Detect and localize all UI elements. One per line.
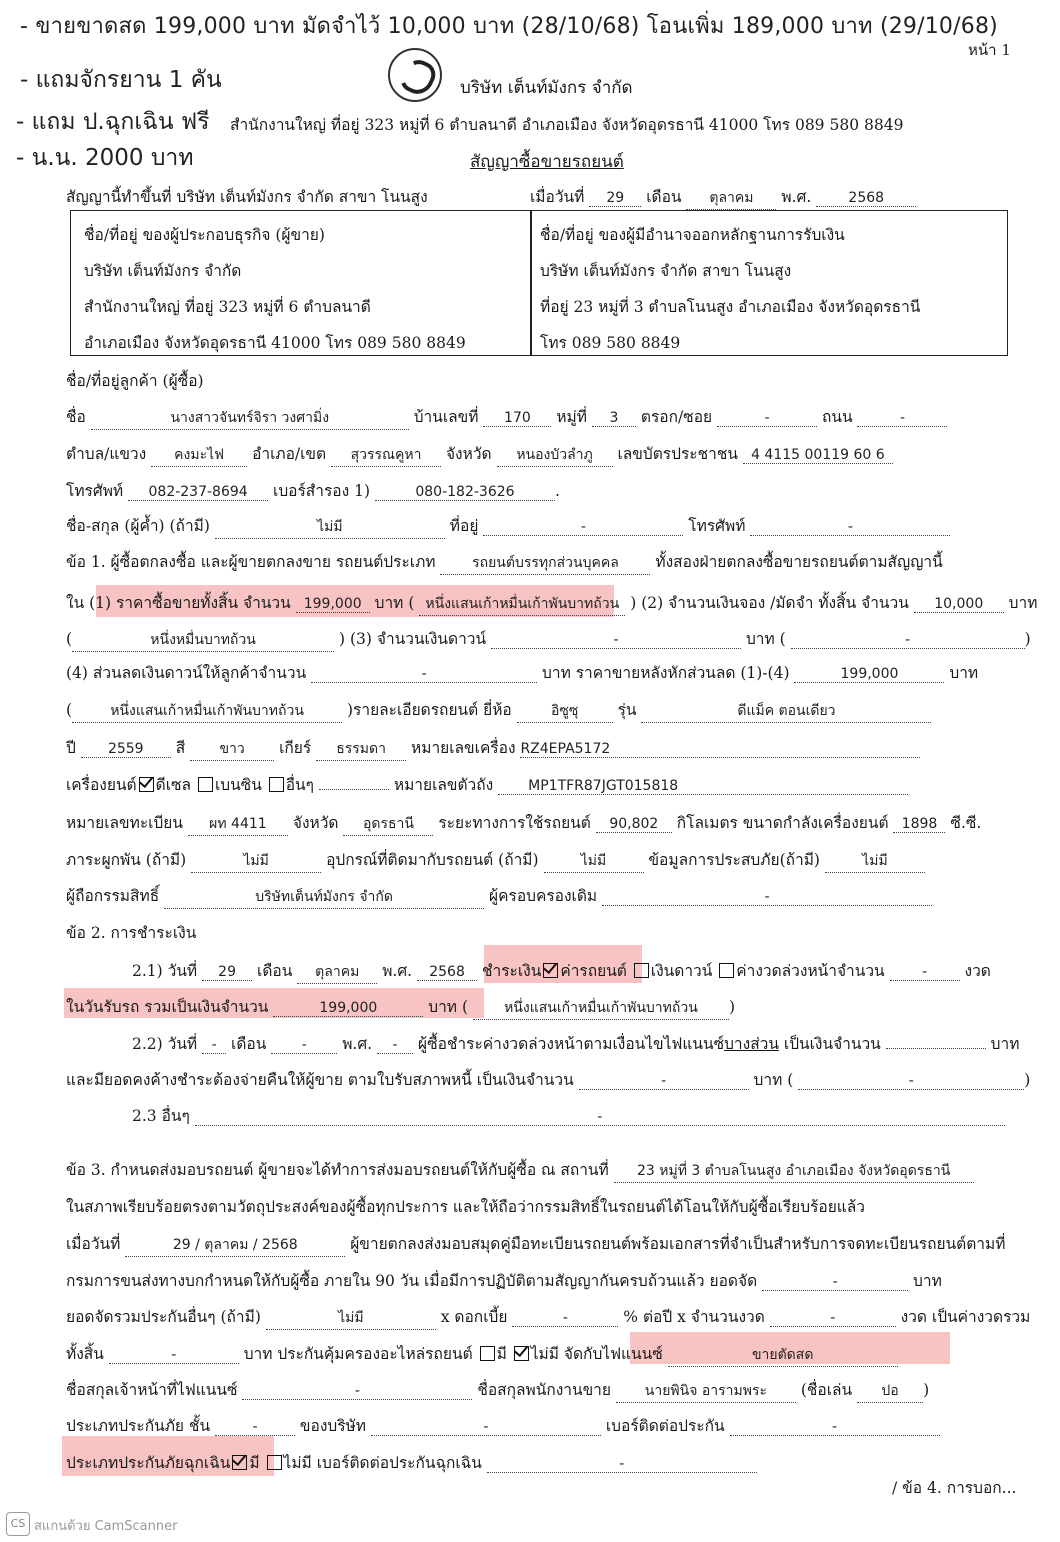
clause1-brand-row: ( หนึ่งแสนเก้าหมื่นเก้าพันบาทถ้วน )รายละเอียดรถยนต์ ยี่ห้อ อิซูซุ รุ่น ดีแม็ค ตอนเดียว (66, 697, 931, 723)
clause3-line4: กรมการขนส่งทางบกกำหนดให้กับผู้ซื้อ ภายใน 90 วัน เมื่อมีการปฏิบัติตามสัญญากันครบถ้วนแล้ว ยอดจัด - บาท (66, 1272, 942, 1290)
clause3-line9: ประเภทประกันภัยฉุกเฉิน มี ไม่มี เบอร์ติดต่อประกันฉุกเฉิน - (66, 1450, 757, 1475)
clause2-refund-row: และมียอดคงค้างชำระต้องจ่ายคืนให้ผู้ขาย ตามใบรับสภาพหนี้ เป็นเงินจำนวน - บาท ( - ) (66, 1071, 1031, 1089)
seller-left-4: อำเภอเมือง จังหวัดอุดรธานี 41000 โทร 089 580 8849 (84, 334, 466, 352)
benzine-checkbox[interactable] (198, 777, 213, 792)
diesel-checkbox[interactable] (139, 777, 154, 792)
made-at-line: สัญญานี้ทำขึ้นที่ บริษัท เต็นท์มังกร จำกัด สาขา โนนสูง (66, 188, 428, 206)
emergency-no-checkbox[interactable] (267, 1455, 282, 1470)
clause1-year-row: ปี 2559 สี ขาว เกียร์ ธรรมดา หมายเลขเครื่อง RZ4EPA5172 (66, 735, 920, 761)
seller-left-3: สำนักงานใหญ่ ที่อยู่ 323 หมู่ที่ 6 ตำบลนาดี (84, 298, 371, 316)
clause1-deposit-row: ( หนึ่งหมื่นบาทถ้วน ) (3) จำนวนเงินดาวน์ - บาท ( - ) (66, 626, 1031, 652)
parts-insurance-no-checkbox[interactable] (514, 1346, 529, 1361)
clause2-total-row: ในวันรับรถ รวมเป็นเงินจำนวน 199,000 บาท ( หนึ่งแสนเก้าหมื่นเก้าพันบาทถ้วน ) (66, 994, 735, 1020)
camscanner-logo: CS (6, 1512, 30, 1536)
camscanner-watermark: สแกนด้วย CamScanner (34, 1519, 178, 1534)
clause3-line6: ทั้งสิ้น - บาท ประกันคุ้มครองอะไหล่รถยนต์ มี ไม่มี จัดกับไฟแนนซ์ ขายตัดสด (66, 1341, 898, 1367)
company-name: บริษัท เต็นท์มังกร จำกัด (460, 78, 633, 98)
document-title: สัญญาซื้อขายรถยนต์ (470, 152, 624, 172)
clause2-3-row: 2.3 อื่นๆ - (132, 1103, 1005, 1128)
note-line-1: - ขายขาดสด 199,000 บาท มัดจำไว้ 10,000 บาท (28/10/68) โอนเพิ่ม 189,000 บาท (29/10/68) (20, 14, 998, 39)
seller-right-2: บริษัท เต็นท์มังกร จำกัด สาขา โนนสูง (540, 262, 792, 280)
company-logo (388, 48, 442, 102)
contract-date: เมื่อวันที่ 29 เดือน ตุลาคม พ.ศ. 2568 (530, 184, 916, 210)
buyer-section-title: ชื่อ/ที่อยู่ลูกค้า (ผู้ซื้อ) (66, 372, 204, 390)
box-divider (530, 211, 532, 355)
note-line-2: - แถมจักรยาน 1 คัน (20, 67, 222, 93)
other-checkbox[interactable] (269, 777, 284, 792)
clause1-discount-row: (4) ส่วนลดเงินดาวน์ให้ลูกค้าจำนวน - บาท ราคาขายหลังหักส่วนลด (1)-(4) 199,000 บาท (66, 664, 979, 682)
clause1-engine-row: เครื่องยนต์ ดีเซล เบนซิน อื่นๆ หมายเลขตัวถัง MP1TFR87JGT015818 (66, 772, 908, 797)
clause3-line5: ยอดจัดรวมประกันอื่นๆ (ถ้ามี) ไม่มี x ดอกเบี้ย - % ต่อปี x จำนวนงวด - งวด เป็นค่างวดรวม (66, 1304, 1030, 1330)
seller-left-1: ชื่อ/ที่อยู่ ของผู้ประกอบธุรกิจ (ผู้ขาย) (84, 226, 325, 244)
clause2-1-row: 2.1) วันที่ 29 เดือน ตุลาคม พ.ศ. 2568 ชำระเงิน ค่ารถยนต์ เงินดาวน์ ค่างวดล่วงหน้าจำนวน - งวด (132, 958, 991, 984)
down-payment-checkbox[interactable] (634, 963, 649, 978)
parts-insurance-yes-checkbox[interactable] (480, 1346, 495, 1361)
clause3-line1: ข้อ 3. กำหนดส่งมอบรถยนต์ ผู้ขายจะได้ทำการส่งมอบรถยนต์ให้กับผู้ซื้อ ณ สถานที่ 23 หมู่ที่ 3 ตำบลโนนสูง อำเภอเมือง จังหวัดอุดรธานี (66, 1157, 974, 1183)
buyer-phone-row: โทรศัพท์ 082-237-8694 เบอร์สำรอง 1) 080-182-3626 . (66, 482, 560, 500)
clause1-owner-row: ผู้ถือกรรมสิทธิ์ บริษัทเต็นท์มังกร จำกัด ผู้ครอบครองเดิม - (66, 883, 932, 909)
continue-note: / ข้อ 4. การบอก... (892, 1479, 1017, 1497)
clause1-price-row: ใน (1) ราคาซื้อขายทั้งสิ้น จำนวน 199,000 บาท ( หนึ่งแสนเก้าหมื่นเก้าพันบาทถ้วน ) (2) จำนวนเงินจอง /มัดจำ ทั้งสิ้น จำนวน 10,000 บาท (66, 590, 1037, 616)
clause3-line2: ในสภาพเรียบร้อยตรงตามวัตถุประสงค์ของผู้ซื้อทุกประการ และให้ถือว่ากรรมสิทธิ์ในรถยนต์ได้โอนให้กับผู้ซื้อเรียบร้อยแล้ว (66, 1198, 865, 1216)
seller-right-4: โทร 089 580 8849 (540, 334, 681, 352)
company-address: สำนักงานใหญ่ ที่อยู่ 323 หมู่ที่ 6 ตำบลนาดี อำเภอเมือง จังหวัดอุดรธานี 41000 โทร 089 580 8849 (230, 116, 904, 134)
clause3-line7: ชื่อสกุลเจ้าหน้าที่ไฟแนนซ์ - ชื่อสกุลพนักงานขาย นายพินิจ อารามพระ (ชื่อเล่น ปอ ) (66, 1377, 929, 1403)
seller-right-1: ชื่อ/ที่อยู่ ของผู้มีอำนาจออกหลักฐานการรับเงิน (540, 226, 845, 244)
page-number: หน้า 1 (968, 41, 1011, 59)
clause2-title: ข้อ 2. การชำระเงิน (66, 924, 197, 942)
note-line-4: - น.น. 2000 บาท (16, 145, 194, 171)
clause1-line1: ข้อ 1. ผู้ซื้อตกลงซื้อ และผู้ขายตกลงขาย รถยนต์ประเภท รถยนต์บรรทุกส่วนบุคคล ทั้งสองฝ่ายตกลงซื้อขายรถยนต์ตามสัญญานี้ (66, 549, 943, 575)
emergency-yes-checkbox[interactable] (232, 1455, 247, 1470)
seller-right-3: ที่อยู่ 23 หมู่ที่ 3 ตำบลโนนสูง อำเภอเมือง จังหวัดอุดรธานี (540, 298, 921, 316)
clause1-plate-row: หมายเลขทะเบียน ผท 4411 จังหวัด อุดรธานี ระยะทางการใช้รถยนต์ 90,802 กิโลเมตร ขนาดกำลังเครื่องยนต์ 1898 ซี.ซี. (66, 810, 981, 836)
clause1-lien-row: ภาระผูกพัน (ถ้ามี) ไม่มี อุปกรณ์ที่ติดมากับรถยนต์ (ถ้ามี) ไม่มี ข้อมูลการประสบภัย(ถ้ามี) ไม่มี (66, 847, 925, 873)
clause3-line3: เมื่อวันที่ 29 / ตุลาคม / 2568 ผู้ขายตกลงส่งมอบสมุดคู่มือทะเบียนรถยนต์พร้อมเอกสารที่จำเป็นสำหรับการจดทะเบียนรถยนต์ตามที่ (66, 1231, 1005, 1257)
buyer-address-row: ตำบล/แขวง คงมะไฟ อำเภอ/เขต สุวรรณคูหา จังหวัด หนองบัวลำภู เลขบัตรประชาชน 4 4115 00119 60 6 (66, 441, 893, 467)
cosigner-row: ชื่อ-สกุล (ผู้ค้ำ) (ถ้ามี) ไม่มี ที่อยู่ - โทรศัพท์ - (66, 513, 950, 539)
buyer-name-row: ชื่อ นางสาวจันทร์จิรา วงศามิ่ง บ้านเลขที่ 170 หมู่ที่ 3 ตรอก/ซอย - ถนน - (66, 404, 947, 430)
seller-left-2: บริษัท เต็นท์มังกร จำกัด (84, 262, 242, 280)
advance-checkbox[interactable] (719, 963, 734, 978)
clause3-line8: ประเภทประกันภัย ชั้น - ของบริษัท - เบอร์ติดต่อประกัน - (66, 1413, 940, 1438)
note-line-3: - แถม ป.ฉุกเฉิน ฟรี (16, 109, 210, 135)
clause2-2-row: 2.2) วันที่ - เดือน - พ.ศ. - ผู้ซื้อชำระค่างวดล่วงหน้าตามเงื่อนไขไฟแนนซ์บางส่วน เป็นเงินจำนวน บาท (132, 1035, 1020, 1053)
car-price-checkbox[interactable] (543, 963, 558, 978)
